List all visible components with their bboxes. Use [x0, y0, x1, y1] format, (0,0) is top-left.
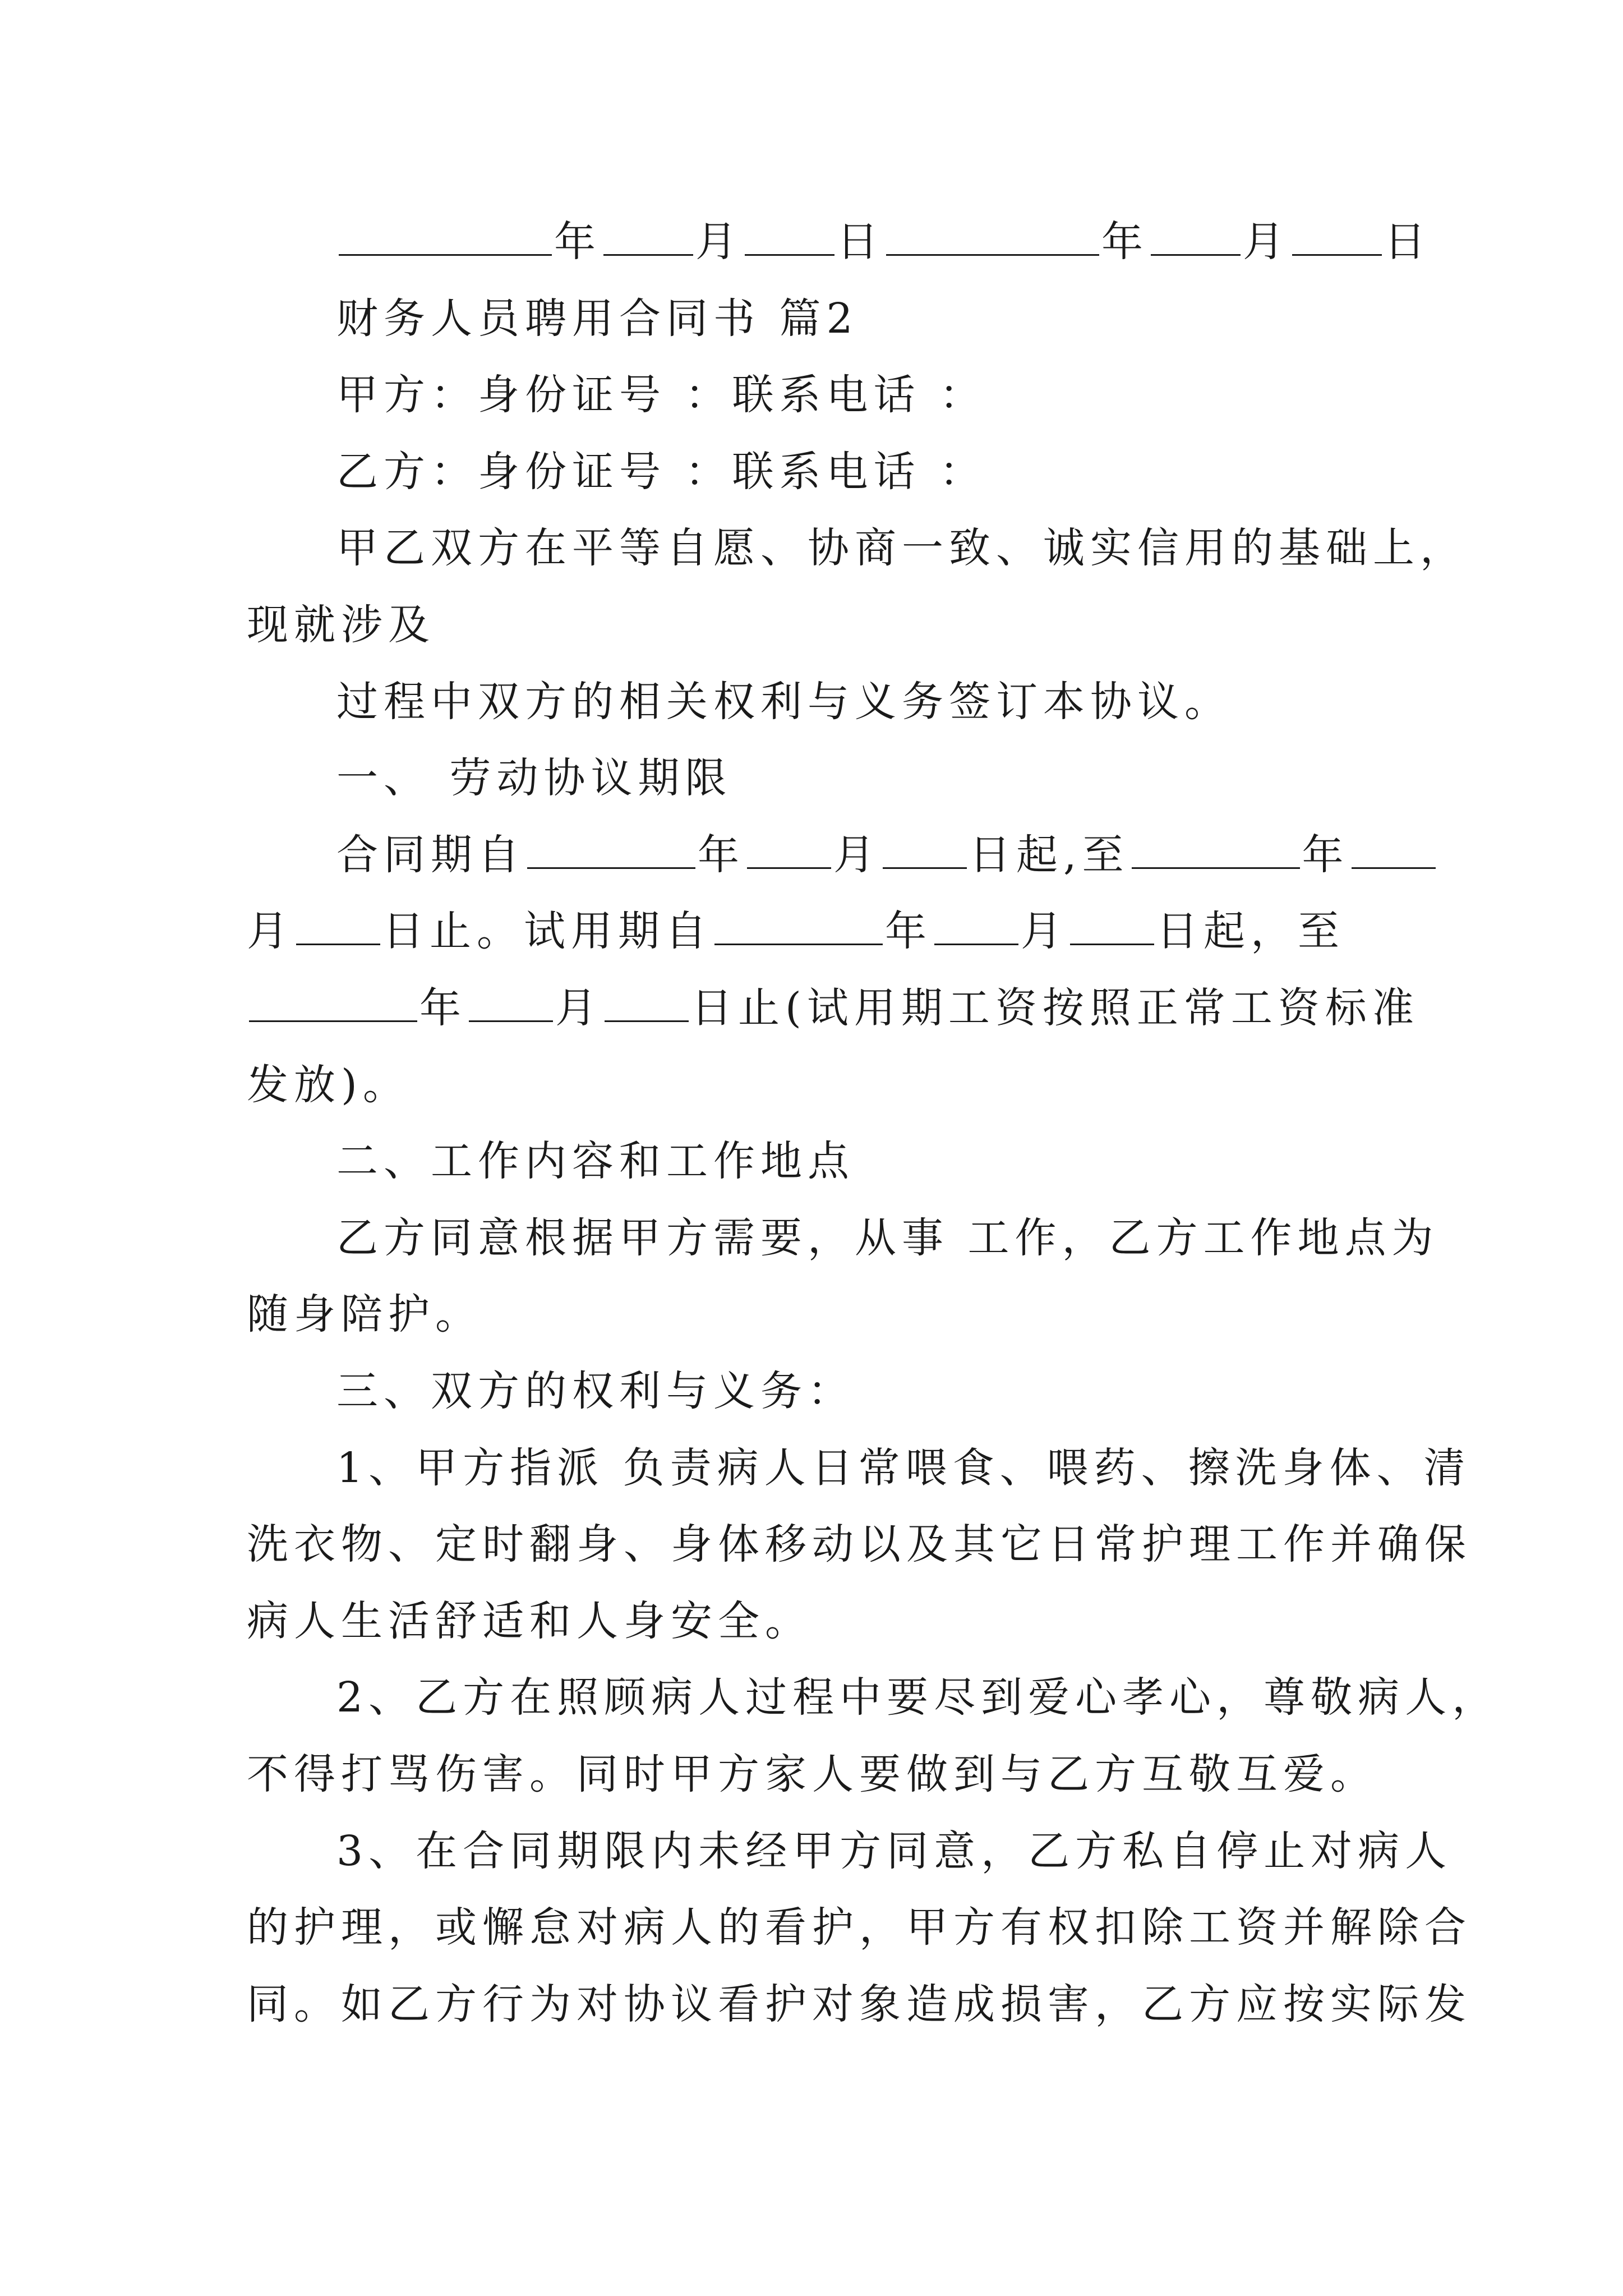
paragraph-line: 2、乙方在照顾病人过程中要尽到爱心孝心，尊敬病人，	[336, 1673, 1500, 1722]
year-blank	[527, 830, 695, 869]
paragraph-line: 不得打骂伤害。同时甲方家人要做到与乙方互敬互爱。	[247, 1750, 1377, 1798]
document-title: 财务人员聘用合同书 篇2	[336, 295, 859, 343]
day-blank	[883, 830, 967, 869]
year-blank	[1132, 830, 1300, 869]
year-label: 年	[1101, 218, 1149, 266]
term-text: 年	[885, 907, 932, 955]
term-line	[336, 828, 1438, 882]
paragraph-line: 同。如乙方行为对协议看护对象造成损害，乙方应按实际发	[247, 1980, 1472, 2028]
year-blank	[886, 217, 1099, 256]
year-label: 年	[554, 218, 601, 266]
paragraph-line: 现就涉及	[247, 601, 435, 649]
month-blank	[747, 830, 831, 869]
day-blank	[1070, 907, 1154, 945]
month-blank	[1352, 830, 1436, 869]
paragraph-line: 随身陪护。	[247, 1290, 482, 1338]
paragraph-line: 病人生活舒适和人身安全。	[247, 1597, 812, 1645]
day-blank	[745, 217, 834, 256]
section-heading: 三、双方的权利与义务：	[336, 1367, 855, 1415]
section-heading: 二、工作内容和工作地点	[336, 1137, 855, 1185]
paragraph-line: 1、甲方指派 负责病人日常喂食、喂药、擦洗身体、清	[336, 1444, 1471, 1492]
term-text: 日止(试用期工资按照正常工资标准	[691, 984, 1419, 1032]
month-label: 月	[1243, 218, 1290, 266]
term-text: 日止。试用期自	[382, 907, 712, 955]
paragraph-line: 甲乙双方在平等自愿、协商一致、诚实信用的基础上，	[336, 524, 1467, 572]
term-text: 月	[247, 907, 294, 955]
day-blank	[296, 907, 380, 945]
term-line	[247, 981, 1419, 1035]
party-b-line: 乙方：身份证号 ：联系电话 ：	[336, 448, 987, 496]
year-blank	[339, 217, 552, 256]
term-text: 月	[1021, 907, 1068, 955]
month-blank	[934, 907, 1018, 945]
term-text: 合同期自	[336, 831, 525, 879]
paragraph-line: 的护理，或懈怠对病人的看护，甲方有权扣除工资并解除合	[247, 1903, 1472, 1952]
term-text: 年	[1302, 831, 1349, 879]
month-label: 月	[695, 218, 743, 266]
month-blank	[469, 983, 553, 1022]
term-text: 月	[833, 831, 880, 879]
day-blank	[1292, 217, 1382, 256]
paragraph-line: 过程中双方的相关权利与义务签订本协议。	[336, 678, 1232, 726]
term-text: 月	[555, 984, 602, 1032]
term-text: 年	[419, 984, 467, 1032]
day-blank	[605, 983, 689, 1022]
term-text: 日起,至	[969, 831, 1129, 879]
paragraph-line: 洗衣物、定时翻身、身体移动以及其它日常护理工作并确保	[247, 1520, 1472, 1568]
party-a-line: 甲方：身份证号 ：联系电话 ：	[336, 371, 987, 419]
month-blank	[1151, 217, 1241, 256]
year-blank	[714, 907, 883, 945]
section-heading: 一、 劳动协议期限	[336, 754, 732, 802]
paragraph-line: 发放)。	[247, 1061, 410, 1109]
paragraph-line: 3、在合同期限内未经甲方同意，乙方私自停止对病人	[336, 1827, 1453, 1875]
day-label: 日	[837, 218, 884, 266]
signature-date-line	[336, 215, 1431, 269]
paragraph-line: 乙方同意根据甲方需要，从事 工作，乙方工作地点为	[336, 1214, 1439, 1262]
term-text: 年	[698, 831, 745, 879]
month-blank	[603, 217, 693, 256]
year-blank	[249, 983, 417, 1022]
term-text: 日起，至	[1156, 907, 1345, 955]
term-line	[247, 904, 1345, 958]
day-label: 日	[1384, 218, 1431, 266]
